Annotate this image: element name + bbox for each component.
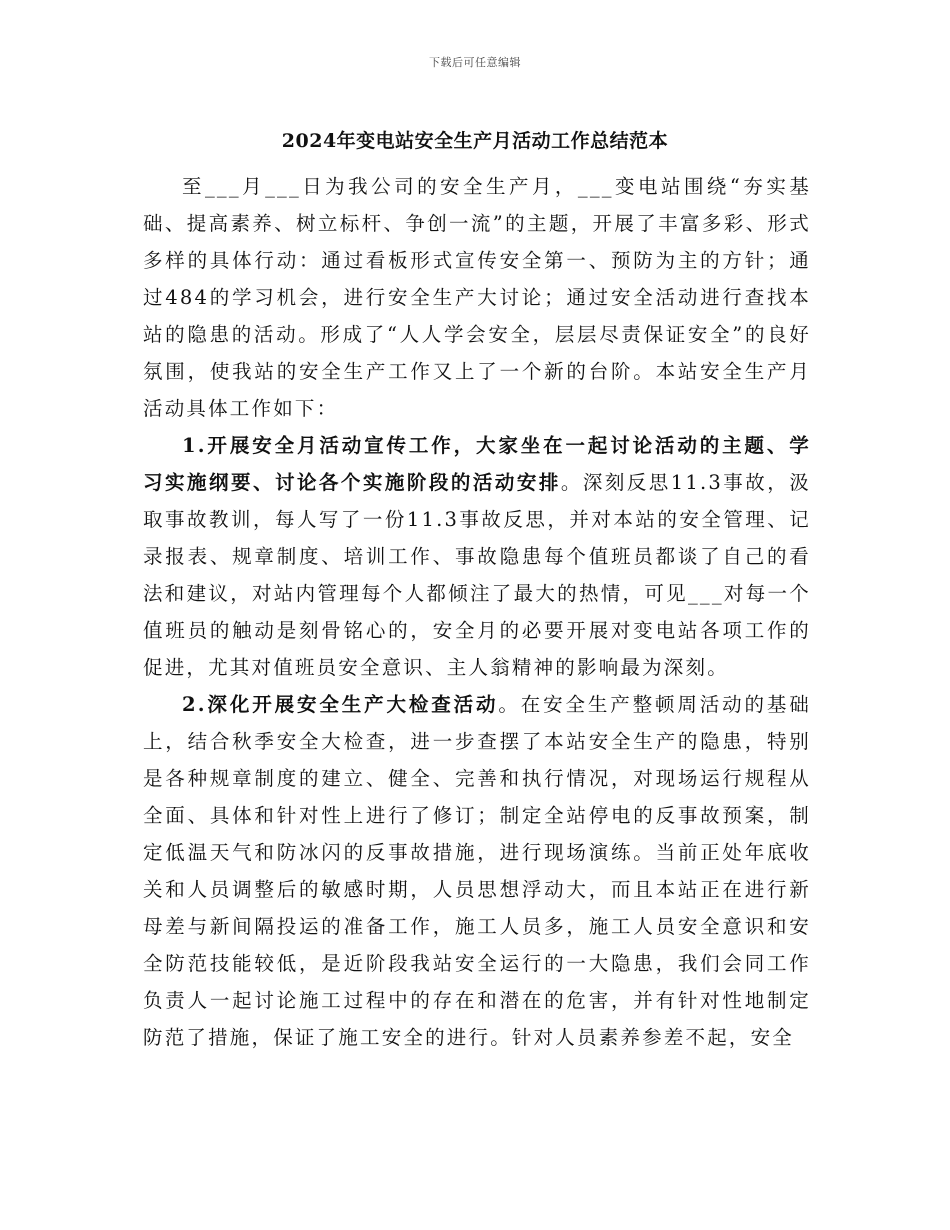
page-header-note: 下载后可任意编辑 [429, 56, 521, 69]
paragraph-text: 。深刻反思11.3事故，汲取事故教训，每人写了一份11.3事故反思，并对本站的安全管理、记录报表、规章制度、培训工作、事故隐患每个值班员都谈了自己的看法和建议，对站内管理每个人都倾注了最大的热情，可见___对每一个值班员的触动是刻骨铭心的，安全月的必要开展对变电站各项工作的促进，尤其对值班员安全意识、主人翁精神的影响最为深刻。 [143, 471, 811, 679]
paragraph-lead: 2.深化开展安全生产大检查活动 [182, 693, 499, 716]
paragraph-item-1 [143, 427, 811, 686]
paragraph-text: 至___月___日为我公司的安全生产月，___变电站围绕“夯实基础、提高素养、树立标杆、争创一流”的主题，开展了丰富多彩、形式多样的具体行动：通过看板形式宣传安全第一、预防为主的方针；通过484的学习机会，进行安全生产大讨论；通过安全活动进行查找本站的隐患的活动。形成了“人人学会安全，层层尽责保证安全”的良好氛围，使我站的安全生产工作又上了一个新的台阶。本站安全生产月活动具体工作如下： [143, 175, 811, 420]
paragraph-intro [143, 168, 811, 427]
paragraph-lead: 1.开展安全月活动宣传工作，大家坐在一起讨论活动的主题、学习实施纲要、讨论各个实施阶段的活动安排 [143, 434, 811, 494]
document-body [143, 168, 811, 1056]
document-title: 2024年变电站安全生产月活动工作总结范本 [281, 130, 669, 152]
paragraph-item-2 [143, 686, 811, 1056]
paragraph-text: 。在安全生产整顿周活动的基础上，结合秋季安全大检查，进一步查摆了本站安全生产的隐患，特别是各种规章制度的建立、健全、完善和执行情况，对现场运行规程从全面、具体和针对性上进行了修订；制定全站停电的反事故预案，制定低温天气和防冰闪的反事故措施，进行现场演练。当前正处年底收关和人员调整后的敏感时期，人员思想浮动大，而且本站正在进行新母差与新间隔投运的准备工作，施工人员多，施工人员安全意识和安全防范技能较低，是近阶段我站安全运行的一大隐患，我们会同工作负责人一起讨论施工过程中的存在和潜在的危害，并有针对性地制定防范了措施，保证了施工安全的进行。针对人员素养参差不起，安全 [143, 693, 811, 1049]
